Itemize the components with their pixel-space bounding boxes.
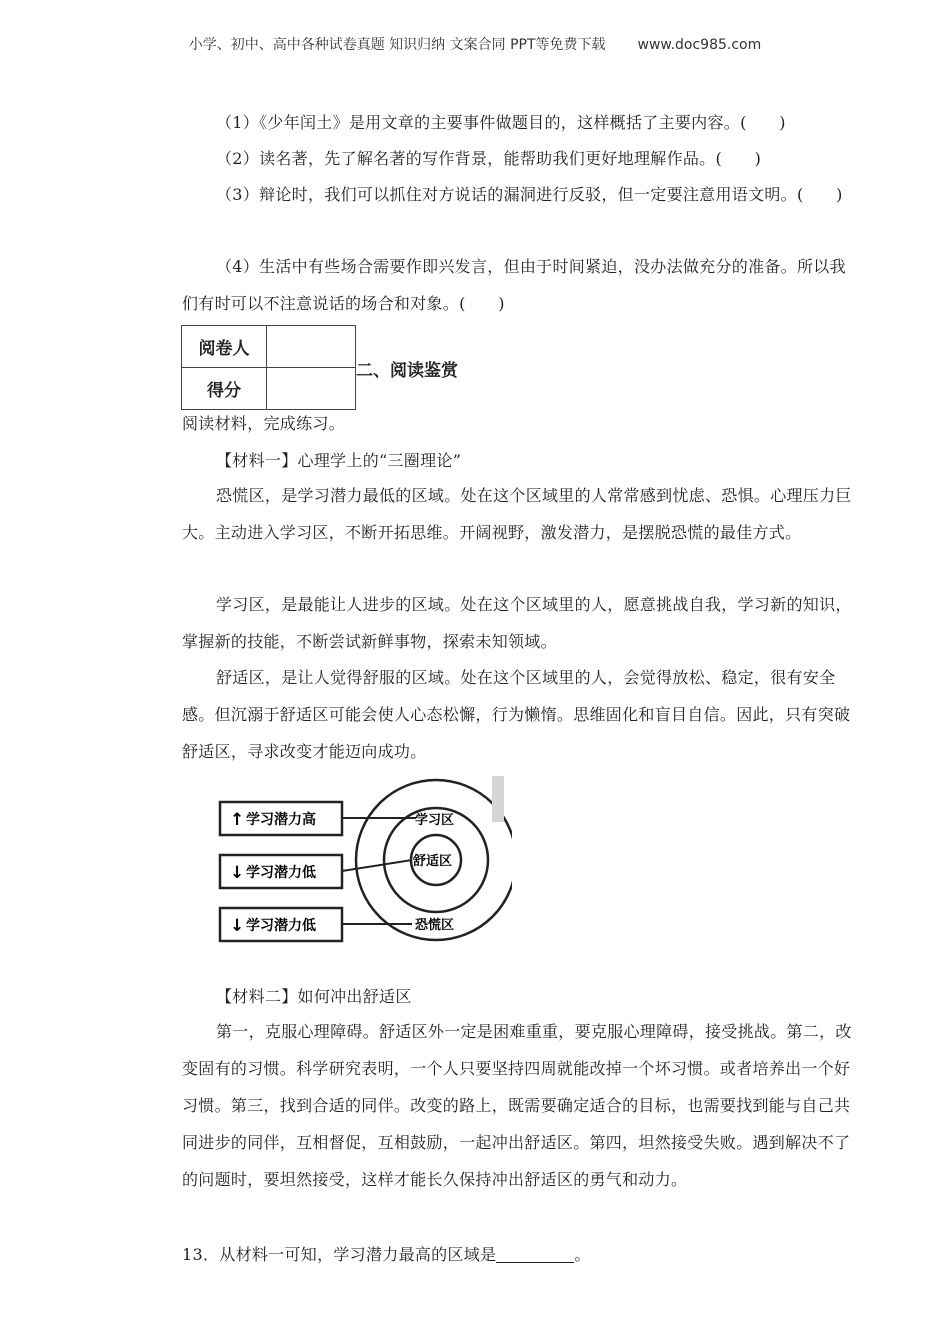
material1-paragraph-2: 学习区，是最能让人进步的区域。处在这个区域里的人，愿意挑战自我，学习新的知识，掌握新的技能，不断尝试新鲜事物，探索未知领域。: [182, 595, 852, 651]
box-label: 学习潜力高: [246, 812, 316, 828]
question-13: [182, 1236, 858, 1273]
material2-heading: [182, 978, 858, 1015]
judgment-item-4: （4）生活中有些场合需要作即兴发言，但由于时间紧迫，没办法做充分的准备。所以我们有时可以不注意说话的场合和对象。( ): [182, 257, 846, 313]
reviewer-cell[interactable]: [267, 326, 356, 368]
section-title: 二、阅读鉴赏: [356, 361, 458, 381]
material1-paragraph-3: 舒适区，是让人觉得舒服的区域。处在这个区域里的人，会觉得放松、稳定，很有安全感。但沉溺于舒适区可能会使人心态松懈，行为懒惰。思维固化和盲目自信。因此，只有突破舒适区，寻求改变才能迈向成功。: [182, 668, 851, 761]
score-label: 得分: [182, 368, 267, 410]
box-label: 学习潜力低: [246, 865, 316, 881]
panic-zone-label: 恐慌区: [415, 918, 455, 933]
header-url[interactable]: www.doc985.com: [637, 37, 762, 53]
comfort-zone-label: 舒适区: [413, 854, 453, 869]
potential-box-2: [220, 855, 342, 888]
page-header: [0, 34, 950, 54]
three-circle-diagram: [212, 776, 512, 946]
material2-tag: 【材料二】: [216, 987, 298, 1006]
question-text: 从材料一可知，学习潜力最高的区域是: [219, 1245, 497, 1264]
material1-paragraph-1: 恐慌区，是学习潜力最低的区域。处在这个区域里的人常常感到忧虑、恐惧。心理压力巨大。主动进入学习区，不断开拓思维。开阔视野，激发潜力，是摆脱恐慌的最佳方式。: [182, 486, 852, 542]
arrow-down-icon: ↓: [230, 863, 245, 883]
reviewer-label: 阅卷人: [182, 326, 267, 368]
scan-artifact: [492, 776, 504, 822]
answer-blank[interactable]: [496, 1244, 574, 1263]
arrow-down-icon: ↓: [230, 916, 245, 936]
judgment-item-3: （3）辩论时，我们可以抓住对方说话的漏洞进行反驳，但一定要注意用语文明。( ): [216, 185, 843, 204]
material1-title: 心理学上的“三圈理论”: [297, 451, 462, 470]
material1-heading: [182, 442, 858, 479]
material1-tag: 【材料一】: [216, 451, 298, 470]
material2-paragraph: 第一，克服心理障碍。舒适区外一定是困难重重，要克服心理障碍，接受挑战。第二，改变固有的习惯。科学研究表明，一个人只要坚持四周就能改掉一个坏习惯。或者培养出一个好习惯。第三，找到合适的同伴。改变的路上，既需要确定适合的目标，也需要找到能与自己共同进步的同伴，互相督促，互相鼓励，一起冲出舒适区。第四，坦然接受失败。遇到解决不了的问题时，要坦然接受，这样才能长久保持冲出舒适区的勇气和动力。: [182, 1022, 852, 1189]
score-cell[interactable]: [267, 368, 356, 410]
question-end: 。: [574, 1245, 591, 1264]
box-label: 学习潜力低: [246, 918, 316, 934]
potential-box-1: [220, 802, 342, 835]
question-number: 13．: [182, 1245, 220, 1264]
instruction: 阅读材料，完成练习。: [182, 414, 346, 433]
learning-zone-label: 学习区: [415, 813, 455, 828]
score-table: [181, 325, 356, 410]
potential-box-3: [220, 908, 342, 941]
arrow-up-icon: ↑: [230, 810, 245, 830]
header-text: 小学、初中、高中各种试卷真题 知识归纳 文案合同 PPT等免费下载: [188, 37, 606, 53]
judgment-item-1: （1）《少年闰土》是用文章的主要事件做题目的，这样概括了主要内容。( ): [216, 113, 786, 132]
material2-title: 如何冲出舒适区: [297, 987, 412, 1006]
judgment-item-2: （2）读名著，先了解名著的写作背景，能帮助我们更好地理解作品。( ): [216, 149, 762, 168]
